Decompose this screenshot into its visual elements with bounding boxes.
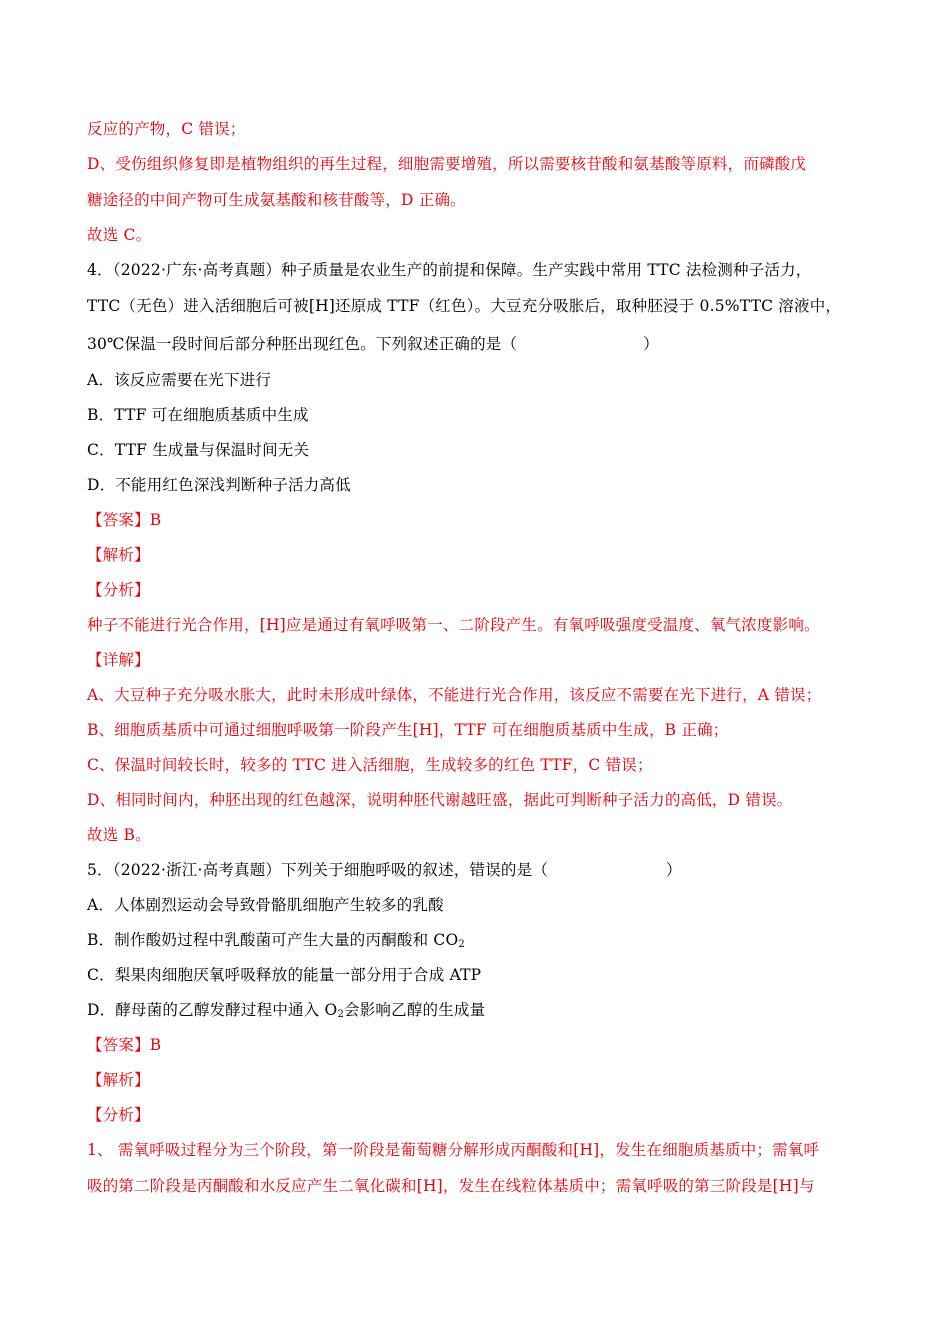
q5-option-d-text-pre: D．酵母菌的乙醇发酵过程中通入 O bbox=[87, 1001, 338, 1019]
q5-stem-close-paren: ） bbox=[666, 861, 682, 879]
q4-detail-d: D、相同时间内，种胚出现的红色越深，说明种胚代谢越旺盛，据此可判断种子活力的高低，D 错误。 bbox=[87, 791, 793, 809]
q5-option-b-subscript: 2 bbox=[458, 939, 465, 950]
q4-stem-line-2: TTC（无色）进入活细胞后可被[H]还原成 TTF（红色）。大豆充分吸胀后，取种胚浸于 0.5%TTC 溶液中， bbox=[87, 297, 842, 315]
q5-option-d-subscript: 2 bbox=[337, 1009, 345, 1020]
q4-option-b: B．TTF 可在细胞质基质中生成 bbox=[87, 406, 309, 424]
q4-stem-close-paren: ） bbox=[643, 335, 659, 353]
q4-option-a: A．该反应需要在光下进行 bbox=[87, 371, 272, 389]
q5-fenxi-line-1: 1、 需氧呼吸过程分为三个阶段，第一阶段是葡萄糖分解形成丙酮酸和[H]，发生在细胞质基质中；需氧呼 bbox=[87, 1141, 820, 1159]
q5-stem-text: 5．（2022·浙江·高考真题）下列关于细胞呼吸的叙述，错误的是（ bbox=[87, 861, 549, 879]
q5-option-a: A．人体剧烈运动会导致骨骼肌细胞产生较多的乳酸 bbox=[87, 896, 444, 914]
q4-stem-line-1: 4．（2022·广东·高考真题）种子质量是农业生产的前提和保障。生产实践中常用 TTC 法检测种子活力， bbox=[87, 261, 812, 279]
q5-option-d bbox=[87, 1000, 485, 1020]
q4-stem-line-3 bbox=[87, 334, 659, 354]
prev-explanation-line-3: 糖途径的中间产物可生成氨基酸和核苷酸等，D 正确。 bbox=[87, 191, 466, 209]
q4-xiangjie-heading: 【详解】 bbox=[87, 651, 150, 669]
q5-stem bbox=[87, 860, 682, 880]
q5-fenxi-heading: 【分析】 bbox=[87, 1106, 150, 1124]
prev-explanation-line-2: D、受伤组织修复即是植物组织的再生过程，细胞需要增殖，所以需要核苷酸和氨基酸等原料，而磷酸戊 bbox=[87, 155, 807, 173]
q5-fenxi-line-2: 吸的第二阶段是丙酮酸和水反应产生二氧化碳和[H]，发生在线粒体基质中；需氧呼吸的第三阶段是[H]与 bbox=[87, 1177, 815, 1195]
q5-option-b-text: B．制作酸奶过程中乳酸菌可产生大量的丙酮酸和 CO bbox=[87, 931, 459, 949]
q5-option-c: C．梨果肉细胞厌氧呼吸释放的能量一部分用于合成 ATP bbox=[87, 966, 482, 984]
prev-conclusion: 故选 C。 bbox=[87, 226, 152, 244]
q4-option-c: C．TTF 生成量与保温时间无关 bbox=[87, 441, 310, 459]
q4-detail-a: A、大豆种子充分吸水胀大，此时未形成叶绿体，不能进行光合作用，该反应不需要在光下进行，A 错误； bbox=[87, 686, 822, 704]
q4-jiexi-heading: 【解析】 bbox=[87, 546, 150, 564]
q4-fenxi-text: 种子不能进行光合作用，[H]应是通过有氧呼吸第一、二阶段产生。有氧呼吸强度受温度、氧气浓度影响。 bbox=[87, 616, 820, 634]
q4-option-d: D．不能用红色深浅判断种子活力高低 bbox=[87, 476, 351, 494]
q4-detail-b: B、细胞质基质中可通过细胞呼吸第一阶段产生[H]，TTF 可在细胞质基质中生成，B 正确； bbox=[87, 721, 729, 739]
q4-stem-text: 30℃保温一段时间后部分种胚出现红色。下列叙述正确的是（ bbox=[87, 335, 518, 353]
q4-answer: 【答案】B bbox=[87, 511, 162, 529]
q5-answer: 【答案】B bbox=[87, 1036, 162, 1054]
q5-jiexi-heading: 【解析】 bbox=[87, 1071, 150, 1089]
prev-explanation-line-1: 反应的产物，C 错误； bbox=[87, 120, 246, 138]
q4-fenxi-heading: 【分析】 bbox=[87, 581, 150, 599]
q5-option-d-text-post: 会影响乙醇的生成量 bbox=[344, 1001, 486, 1019]
q5-option-b bbox=[87, 930, 465, 950]
q4-conclusion: 故选 B。 bbox=[87, 826, 151, 844]
q4-detail-c: C、保温时间较长时，较多的 TTC 进入活细胞，生成较多的红色 TTF，C 错误； bbox=[87, 756, 653, 774]
